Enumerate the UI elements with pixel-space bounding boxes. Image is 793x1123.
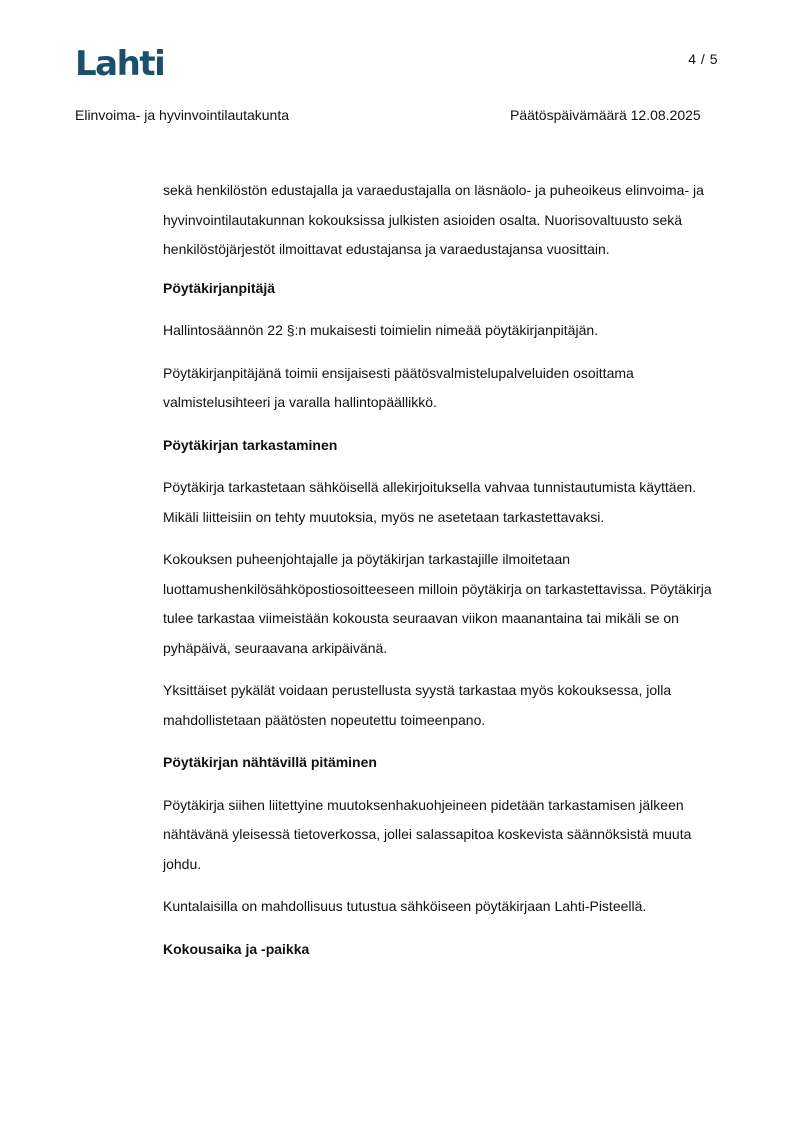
page-number: 4 / 5	[688, 51, 718, 67]
section-heading: Pöytäkirjanpitäjä	[163, 279, 276, 296]
paragraph: Hallintosäännön 22 §:n mukaisesti toimielin nimeää pöytäkirjanpitäjän.	[163, 322, 599, 338]
paragraph: Pöytäkirja siihen liitettyine muutoksenhakuohjeineen pidetään tarkastamisen jälkeen nähtävänä yleisessä tietoverkossa, jollei salassapitoa koskevista säännöksistä muuta johdu.	[163, 796, 692, 872]
paragraph: Yksittäiset pykälät voidaan perustellusta syystä tarkastaa myös kokouksessa, jolla mahdollistetaan päätösten nopeutettu toimeenpano.	[163, 682, 672, 728]
organization-name: Elinvoima- ja hyvinvointilautakunta	[75, 107, 289, 123]
paragraph: Pöytäkirja tarkastetaan sähköisellä allekirjoituksella vahvaa tunnistautumista käyttäen. Mikäli liitteisiin on tehty muutoksia, myös ne asetetaan tarkastettavaksi.	[163, 479, 697, 525]
document-body	[163, 176, 725, 977]
paragraph: Pöytäkirjanpitäjänä toimii ensijaisesti päätösvalmistelupalveluiden osoittama valmistelusihteeri ja varalla hallintopäällikkö.	[163, 364, 634, 410]
decision-date: Päätöspäivämäärä 12.08.2025	[510, 107, 701, 123]
paragraph: Kuntalaisilla on mahdollisuus tutustua sähköiseen pöytäkirjaan Lahti-Pisteellä.	[163, 898, 647, 914]
lahti-logo	[75, 44, 167, 84]
logo-text: Lahti	[75, 44, 165, 84]
section-heading: Kokousaika ja -paikka	[163, 940, 310, 957]
section-heading: Pöytäkirjan tarkastaminen	[163, 436, 338, 453]
paragraph: Kokouksen puheenjohtajalle ja pöytäkirjan tarkastajille ilmoitetaan luottamushenkilösähköpostiosoitteeseen milloin pöytäkirja on tarkastettavissa. Pöytäkirja tulee tarkastaa viimeistään kokousta seuraavan viikon maanantaina tai mikäli se on pyhäpäivä, seuraavana arkipäivänä.	[163, 551, 712, 656]
section-heading: Pöytäkirjan nähtävillä pitäminen	[163, 754, 377, 770]
paragraph: sekä henkilöstön edustajalla ja varaedustajalla on läsnäolo- ja puheoikeus elinvoima- ja hyvinvointilautakunnan kokouksissa julkisten asioiden osalta. Nuorisovaltuusto sekä henkilöstöjärjestöt ilmoittavat edustajansa ja varaedustajansa vuosittain.	[163, 182, 704, 257]
